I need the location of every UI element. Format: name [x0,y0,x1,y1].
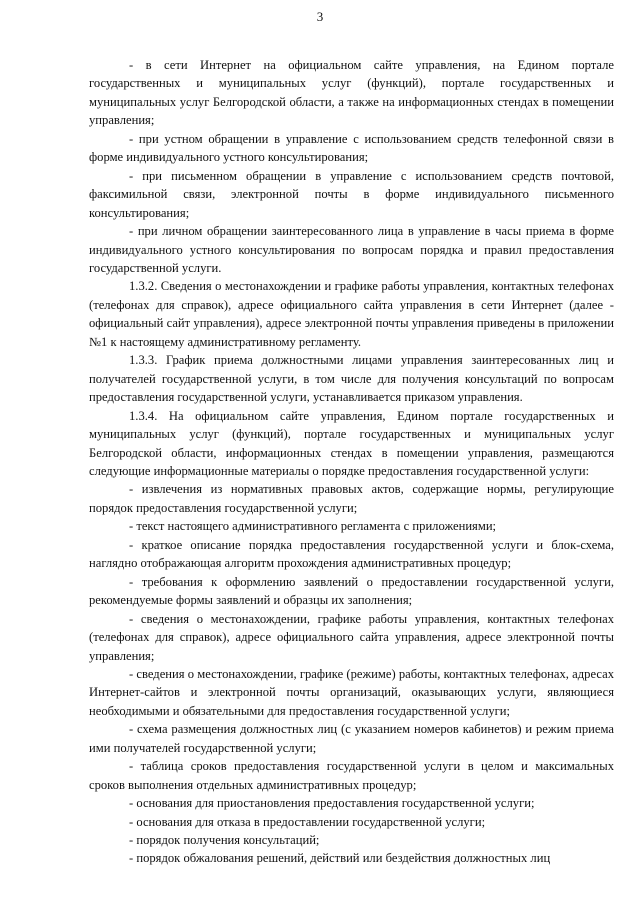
list-item-organization-contacts: - сведения о местонахождении, графике (режиме) работы, контактных телефонах, адресах Интернет-сайтов и электронной почты организаций, оказывающих услуги, являющиеся необходимыми и обязательными для предоставления государственной услуги; [89,666,614,718]
list-item-suspension-grounds: - основания для приостановления предоставления государственной услуги; [129,796,535,811]
list-item-appeal-procedure: - порядок обжалования решений, действий или бездействия должностных лиц [129,851,551,866]
list-item-office-contacts: - сведения о местонахождении, графике работы управления, контактных телефонах (телефонах для справок), адресе официального сайта управления, адресе электронной почты управления; [89,611,614,663]
paragraph-phone-consult: - при устном обращении в управление с использованием средств телефонной связи в форме индивидуального устного консультирования; [89,131,614,165]
list-item-application-requirements: - требования к оформлению заявлений о предоставлении государственной услуги, рекомендуемые формы заявлений и образцы их заполнения; [89,574,614,608]
list-item-consultation-procedure: - порядок получения консультаций; [129,833,320,848]
paragraph-1-3-3: 1.3.3. График приема должностными лицами управления заинтересованных лиц и получателей государственной услуги, в том числе для получения консультаций по вопросам предоставления государственной услуги, устанавливается приказом управления. [89,353,614,405]
paragraph-personal-consult: - при личном обращении заинтересованного лица в управление в часы приема в форме индивидуального устного консультирования по вопросам порядка и правил предоставления государственной услуги. [89,224,614,275]
paragraph-1-3-4: 1.3.4. На официальном сайте управления, Едином портале государственных и муниципальных услуг (функций), портале государственных и муниципальных услуг Белгородской области, информационных стендах в помещении управления, размещаются следующие информационные материалы о порядке предоставления государственной услуги: [89,408,614,478]
list-item-staff-layout: - схема размещения должностных лиц (с указанием номеров кабинетов) и режим приема ими получателей государственной услуги; [89,722,614,755]
list-item-deadlines-table: - таблица сроков предоставления государственной услуги в целом и максимальных сроков выполнения отдельных административных процедур; [89,759,614,792]
paragraph-written-consult: - при письменном обращении в управление с использованием средств почтовой, факсимильной связи, электронной почты в форме индивидуального письменного консультирования; [89,168,614,220]
paragraph-1-3-2: 1.3.2. Сведения о местонахождении и графике работы управления, контактных телефонах (телефонах для справок), адресе официального сайта управления в сети Интернет (далее - официальный сайт управления), адресе электронной почты управления приведены в приложении №1 к настоящему административному регламенту. [89,279,614,349]
list-item-block-scheme: - краткое описание порядка предоставления государственной услуги и блок-схема, наглядно отображающая алгоритм прохождения административных процедур; [89,537,614,571]
paragraph-internet-info: - в сети Интернет на официальном сайте управления, на Едином портале государственных и муниципальных услуг (функций), портале государственных и муниципальных услуг Белгородской области, а также на информационных стендах в помещении управления; [89,58,614,128]
document-body [89,56,614,868]
page-number: 3 [316,9,324,24]
list-item-normative-acts: - извлечения из нормативных правовых актов, содержащие нормы, регулирующие порядок предоставления государственной услуги; [89,482,614,515]
list-item-refusal-grounds: - основания для отказа в предоставлении государственной услуги; [129,814,486,829]
list-item-regulation-text: - текст настоящего административного регламента с приложениями; [129,519,497,534]
